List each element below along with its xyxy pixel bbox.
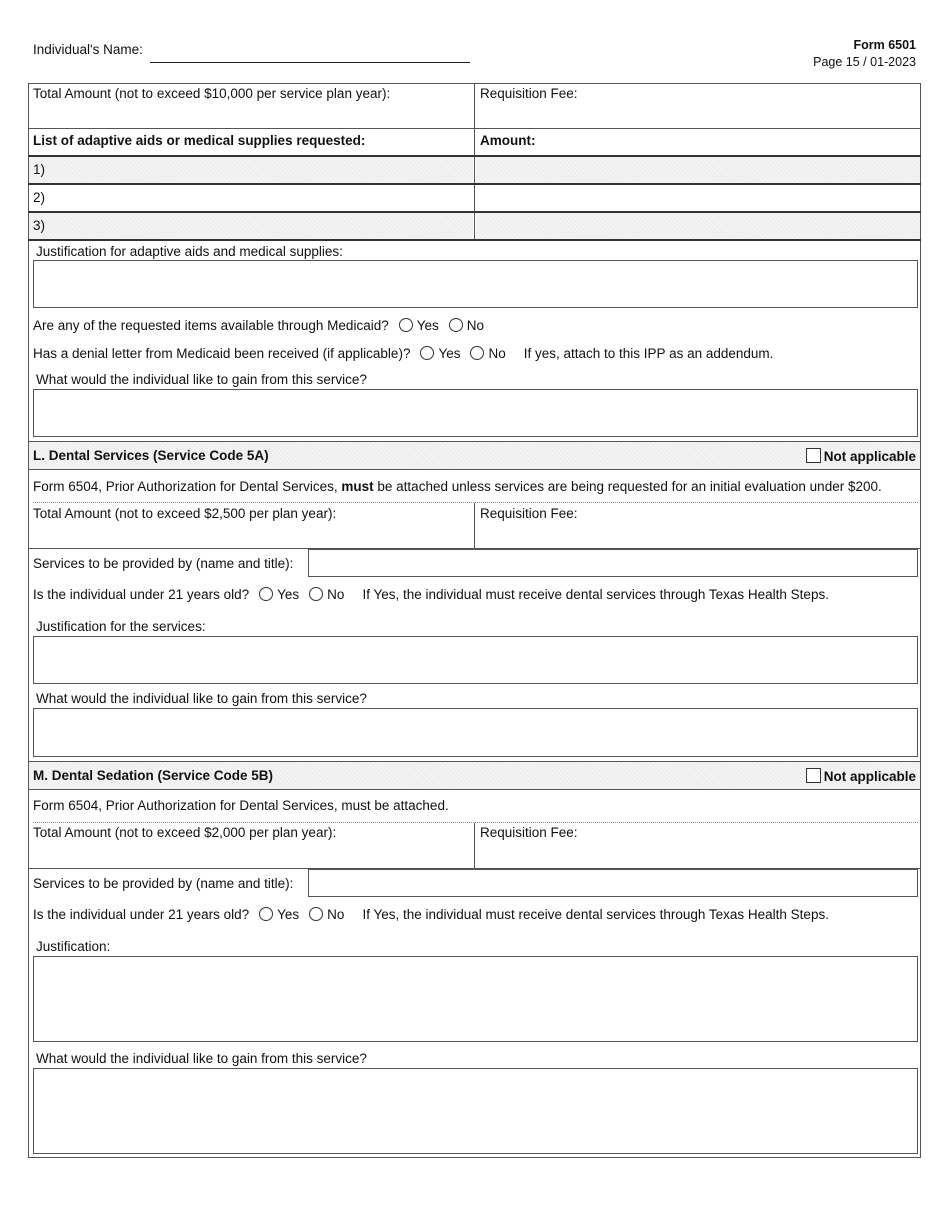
list-item: 3) [33,218,46,233]
sedation-title: M. Dental Sedation (Service Code 5B) [33,768,274,783]
yes-label: Yes [438,346,461,361]
dental-total-amount-label: Total Amount (not to exceed $2,500 per plan year): [33,506,337,521]
form-number: Form 6501 [853,38,916,52]
dental-justification-input[interactable] [33,636,918,684]
yes-label: Yes [416,318,439,333]
not-applicable-label: Not applicable [823,449,916,464]
under21-question: Is the individual under 21 years old? [33,587,250,602]
dental-under21-row [33,587,829,602]
dental-total-amount-input[interactable] [33,522,469,546]
sedation-requisition-fee-input[interactable] [480,841,916,865]
medicaid-question-row [33,318,484,333]
adaptive-total-amount-input[interactable] [33,100,469,124]
dental-title: L. Dental Services (Service Code 5A) [33,448,269,463]
under21-note: If Yes, the individual must receive dental services through Texas Health Steps. [362,587,829,602]
denial-no-radio[interactable] [470,346,484,360]
list-item: 2) [33,190,46,205]
adaptive-gain-input[interactable] [33,389,918,437]
dental-gain-label: What would the individual like to gain from this service? [36,691,367,706]
medicaid-yes-radio[interactable] [399,318,413,332]
no-label: No [488,346,506,361]
list-item: 1) [33,162,46,177]
sedation-gain-label: What would the individual like to gain from this service? [36,1051,367,1066]
medicaid-no-radio[interactable] [449,318,463,332]
dental-provided-by-label: Services to be provided by (name and title): [33,556,294,571]
dental-under21-no-radio[interactable] [309,587,323,601]
dental-justification-label: Justification for the services: [36,619,206,634]
dental-requisition-fee-input[interactable] [480,522,916,546]
sedation-total-amount-label: Total Amount (not to exceed $2,000 per plan year): [33,825,337,840]
no-label: No [327,587,345,602]
adaptive-gain-label: What would the individual like to gain from this service? [36,372,367,387]
adaptive-amount-2-input[interactable] [476,185,920,211]
adaptive-item-3-input[interactable] [29,213,473,239]
adaptive-amount-label: Amount: [480,133,536,148]
yes-label: Yes [277,907,300,922]
individual-name-field[interactable] [150,62,470,63]
sedation-gain-input[interactable] [33,1068,918,1154]
sedation-justification-label: Justification: [36,939,111,954]
adaptive-item-2-input[interactable] [29,185,473,211]
medicaid-question: Are any of the requested items available through Medicaid? [33,318,389,333]
under21-question: Is the individual under 21 years old? [33,907,250,922]
dental-gain-input[interactable] [33,708,918,757]
sedation-notice: Form 6504, Prior Authorization for Dental Services, must be attached. [33,798,449,813]
adaptive-amount-3-input[interactable] [476,213,920,239]
adaptive-list-label: List of adaptive aids or medical supplies requested: [33,133,366,148]
denial-question-row [33,346,773,361]
sedation-under21-row [33,907,829,922]
individual-name-label: Individual's Name: [33,42,143,57]
dental-not-applicable [806,448,916,464]
denial-note: If yes, attach to this IPP as an addendum. [523,346,774,361]
adaptive-total-amount-label: Total Amount (not to exceed $10,000 per service plan year): [33,86,391,101]
no-label: No [466,318,485,333]
no-label: No [327,907,345,922]
dental-requisition-fee-label: Requisition Fee: [480,506,578,521]
yes-label: Yes [277,587,300,602]
adaptive-requisition-fee-input[interactable] [480,100,916,124]
under21-note: If Yes, the individual must receive dental services through Texas Health Steps. [362,907,829,922]
dental-notice: Form 6504, Prior Authorization for Dental Services, must be attached unless services are being requested for an initial evaluation under $200. [33,479,882,494]
dental-provided-by-input[interactable] [308,549,918,577]
sedation-provided-by-input[interactable] [308,869,918,897]
not-applicable-label: Not applicable [823,769,916,784]
adaptive-amount-1-input[interactable] [476,157,920,183]
denial-question: Has a denial letter from Medicaid been received (if applicable)? [33,346,411,361]
page-info: Page 15 / 01-2023 [813,55,916,69]
dental-not-applicable-checkbox[interactable] [806,448,821,463]
sedation-not-applicable [806,768,916,784]
denial-yes-radio[interactable] [420,346,434,360]
sedation-provided-by-label: Services to be provided by (name and title): [33,876,294,891]
sedation-requisition-fee-label: Requisition Fee: [480,825,578,840]
sedation-under21-yes-radio[interactable] [259,907,273,921]
adaptive-justification-input[interactable] [33,260,918,308]
sedation-justification-input[interactable] [33,956,918,1042]
adaptive-justification-label: Justification for adaptive aids and medical supplies: [36,244,343,259]
dental-under21-yes-radio[interactable] [259,587,273,601]
sedation-under21-no-radio[interactable] [309,907,323,921]
sedation-not-applicable-checkbox[interactable] [806,768,821,783]
adaptive-item-1-input[interactable] [29,157,473,183]
adaptive-requisition-fee-label: Requisition Fee: [480,86,578,101]
sedation-total-amount-input[interactable] [33,841,469,865]
